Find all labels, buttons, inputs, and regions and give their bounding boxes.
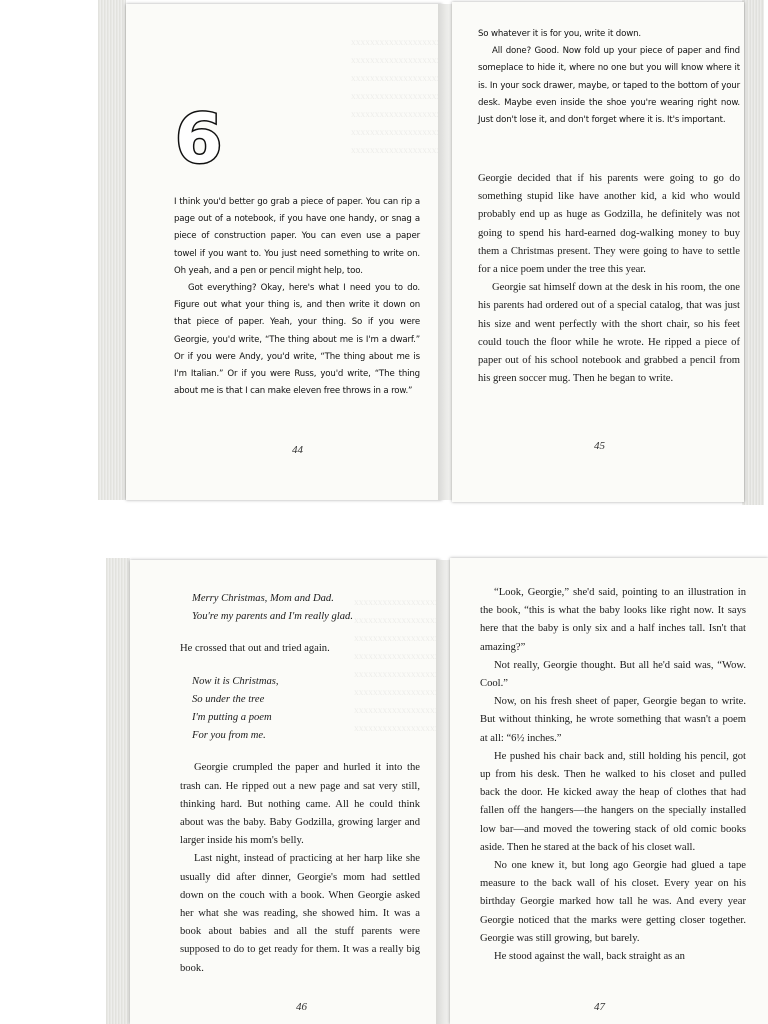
- show-through-text: xxxxxxxxxxxxxxxxxxxxx xxxxxxxxxxxxxxxxxxxxx xxxxxxxxxxxxxxxxxxxxx xxxxxxxxxxxxxxxxxxxxx xxxxxxxxxxxxxxxxxxxxx xxxxxxxxxxxxxxxxxxxxx xxxxxxxxxxxxxxxxxxxxx: [351, 38, 451, 156]
- show-through-text-2: xxxxxxxxxxxxxxxxxxxxx xxxxxxxxxxxxxxxxxxxxx xxxxxxxxxxxxxxxxxxxxx xxxxxxxxxxxxxxxxxxxxx xxxxxxxxxxxxxxxxxxxxx xxxxxxxxxxxxxxxxxxxxx xxxxxxxxxxxxxxxxxxxxx xxxxxxxxxxxxxxxxxxxxx: [354, 598, 454, 734]
- page-46-body: [180, 590, 420, 978]
- page-47-paragraph-4: He pushed his chair back and, still holding his pencil, got up from his desk. Then he walked to his closet and pulled back the door. He kicked away the heap of clothes that had fallen off the hangers—the hangers on the specially installed low bar—and moved the towering stack of old comic books aside. Then he stared at the back of his closet wall.: [480, 750, 746, 853]
- page-edges-left-bottom: [106, 558, 130, 1024]
- page-46-paragraph-2: Last night, instead of practicing at her harp like she usually did after dinner, Georgie's mom had settled down on the couch with a book. When Georgie asked her what she was reading, she showed him. It was a book about babies and all the stuff parents were supposed to do to get ready for them. It was a really big book.: [180, 853, 420, 974]
- page-45-number: 45: [594, 440, 605, 452]
- page-47-paragraph-5: No one knew it, but long ago Georgie had glued a tape measure to the back wall of his closet. Every year on his birthday Georgie marked how tall he was. And every year Georgie noticed that the marks were getting closer together. Georgie was still growing, but barely.: [480, 860, 746, 944]
- page-44-number: 44: [292, 444, 303, 456]
- page-46-paragraph-1: Georgie crumpled the paper and hurled it into the trash can. He ripped out a new page and sat very still, thinking hard. But nothing came. All he could think about was the baby. Baby Godzilla, growing larger and larger inside his mom's belly.: [180, 762, 420, 847]
- page-47-paragraph-6: He stood against the wall, back straight as an: [494, 951, 685, 963]
- page-44-paragraph-1: I think you'd better go grab a piece of paper. You can rip a page out of a notebook, if you have one handy, or snag a piece of construction paper. You can even use a paper towel if you want to. You just need something to write on. Oh yeah, and a pen or pencil might help, too.: [174, 197, 420, 276]
- page-47-body: [480, 584, 746, 966]
- page-edges-left: [98, 0, 126, 500]
- crossed-out-line: He crossed that out and tried again.: [180, 643, 330, 655]
- page-45-hand-paragraph-2: All done? Good. Now fold up your piece of paper and find someplace to hide it, where no one but you will know where it is. In your sock drawer, maybe, or taped to the bottom of your desk. Maybe even inside the shoe you're wearing right now. Just don't lose it, and don't forget where it is. It's important.: [478, 46, 740, 126]
- page-44-paragraph-2: Got everything? Okay, here's what I need you to do. Figure out what your thing is, and then write it down on that piece of paper. Yeah, your thing. So if you were Georgie, you'd write, “The thing about me is I'm a dwarf.” Or if you were Andy, you'd write, “The thing about me is I'm Italian.” Or if you were Russ, you'd write, “The thing about me is that I can make eleven free throws in a row.”: [174, 283, 420, 397]
- page-47-paragraph-1: “Look, Georgie,” she'd said, pointing to an illustration in the book, “this is what the baby looks like right now. It says here that the baby is only six and a half inches tall. Isn't that amazing?”: [480, 587, 746, 653]
- poem-2: [180, 673, 420, 746]
- page-45-body: [478, 170, 740, 388]
- page-47-paragraph-2: Not really, Georgie thought. But all he'd said was, “Wow. Cool.”: [480, 659, 746, 690]
- page-47-number: 47: [594, 1001, 605, 1013]
- page-45-hand-paragraph-1: So whatever it is for you, write it down.: [478, 29, 641, 39]
- poem-2-line-4: For you from me.: [192, 730, 266, 742]
- poem-2-line-3: I'm putting a poem: [192, 712, 272, 724]
- page-45-handwritten: [478, 26, 740, 129]
- poem-1-line-1: Merry Christmas, Mom and Dad.: [192, 593, 334, 604]
- poem-1-line-2: You're my parents and I'm really glad.: [192, 611, 353, 623]
- page-45-paragraph-1: Georgie decided that if his parents were going to go do something stupid like have another kid, a kid who would probably end up as huge as Godzilla, he definitely was not going to spend his hard-earned dog-walking money to buy them a Christmas present. They were going to have to settle for a nice poem under the tree this year.: [478, 173, 740, 276]
- page-45-paragraph-2: Georgie sat himself down at the desk in his room, the one his parents had ordered out of a special catalog, that was just his size and went perfectly with the short chair, so his feet could touch the floor while he wrote. He ripped a piece of paper out of his school notebook and grabbed a pencil from his green soccer mug. Then he began to write.: [478, 282, 740, 385]
- bottom-spread: [0, 512, 768, 1024]
- poem-2-line-2: So under the tree: [192, 693, 265, 705]
- page-edges-right: [742, 0, 764, 505]
- poem-1: [180, 590, 420, 626]
- chapter-number: 6: [175, 102, 222, 170]
- page-44-body: [174, 194, 420, 400]
- poem-2-line-1: Now it is Christmas,: [192, 675, 279, 687]
- page-46-number: 46: [296, 1001, 307, 1013]
- page-47-paragraph-3: Now, on his fresh sheet of paper, Georgie began to write. But without thinking, he wrote something that wasn't a poem at all: “6½ inches.”: [480, 696, 746, 744]
- chapter-number-graphic: [172, 102, 222, 170]
